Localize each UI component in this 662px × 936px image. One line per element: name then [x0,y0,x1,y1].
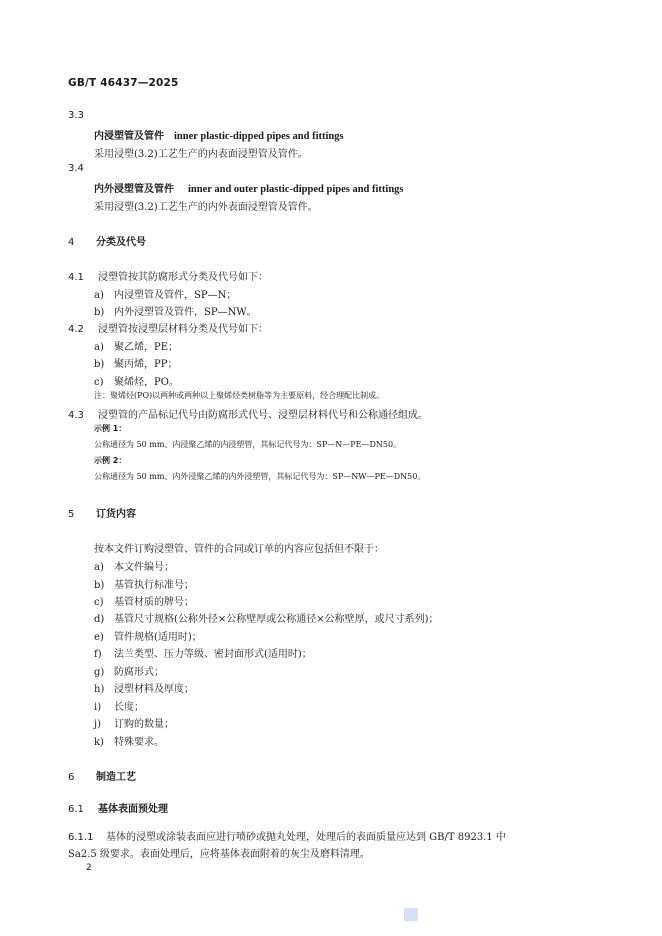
list-item-label: k) [94,737,104,748]
clause-6-1-1-line-2: Sa2.5 级要求。表面处理后，应将基体表面附着的灰尘及磨料清理。 [68,849,370,860]
standard-number-header: GB/T 46437—2025 [68,77,179,89]
list-item-label: a) [94,562,104,573]
list-item-label: g) [94,667,105,678]
list-item-label: a) [94,342,104,353]
list-item [94,355,177,370]
list-item [94,680,194,695]
list-item-text: 基管执行标准号； [114,580,194,591]
section-number-5: 5 [68,509,75,520]
list-item-label: b) [94,307,105,318]
list-item [94,715,174,730]
list-item-text: 基管尺寸规格(公称外径×公称壁厚或公称通径×公称壁厚，或尺寸系列)； [114,614,439,625]
section-heading-6 [68,768,136,783]
list-item-text: 防腐形式； [114,667,164,678]
page-number: 2 [86,863,92,873]
section-title-4: 分类及代号 [96,237,146,248]
list-item-label: b) [94,359,105,370]
section-heading-5 [68,505,136,520]
clause-4-3 [68,406,428,421]
list-item-text: 管件规格(适用时)； [114,632,202,643]
list-item [94,338,178,353]
list-item [94,286,236,301]
list-item-label: e) [94,632,104,643]
list-item [94,628,202,643]
list-item-label: b) [94,580,105,591]
clause-number-3-4: 3.4 [68,163,84,174]
list-item [94,558,174,573]
clause-number-4-1: 4.1 [68,272,84,283]
clause-text-4-1: 浸塑管按其防腐形式分类及代号如下： [98,272,268,283]
example-1-text: 公称通径为 50 mm、内浸聚乙烯的内浸塑管，其标记代号为：SP—N—PE—DN50。 [94,440,402,449]
subsection-number-6-1: 6.1 [68,804,84,815]
list-item-text: 浸塑材料及厚度； [114,684,194,695]
clause-6-1-1-line-1 [68,828,506,843]
list-item [94,593,194,608]
list-item [94,303,257,318]
clause-number-6-1-1: 6.1.1 [68,832,94,843]
subsection-heading-6-1 [68,800,168,815]
list-item-label: c) [94,597,104,608]
definition-3-4: 采用浸塑(3.2)工艺生产的内外表面浸塑管及管件。 [94,202,318,213]
definition-3-3: 采用浸塑(3.2)工艺生产的内表面浸塑管及管件。 [94,149,308,160]
section-title-6: 制造工艺 [96,772,136,783]
list-item-text: 聚乙烯，PE； [114,342,179,353]
list-item-text: 订购的数量； [114,719,174,730]
clause-text-6-1-1-a: 基体的浸塑或涂装表面应进行喷砂或抛丸处理，处理后的表面质量应达到 GB/T 8923.1 中 [106,832,506,843]
list-item-label: d) [94,614,105,625]
list-item-text: 聚烯烃，PO。 [114,377,179,388]
list-item-text: 聚丙烯，PP； [114,359,178,370]
list-item-label: c) [94,377,104,388]
list-item-text: 基管材质的牌号； [114,597,194,608]
clause-text-4-3: 浸塑管的产品标记代号由防腐形式代号、浸塑层材料代号和公称通径组成。 [98,410,428,421]
term-3-3 [94,127,344,142]
list-item-text: 特殊要求。 [114,737,164,748]
list-item [94,610,439,625]
section-number-4: 4 [68,237,75,248]
list-item-text: 内浸塑管及管件，SP—N； [114,290,237,301]
clause-number-3-3: 3.3 [68,110,84,121]
clause-text-4-2: 浸塑管按浸塑层材料分类及代号如下： [98,324,268,335]
clause-number-4-2: 4.2 [68,324,84,335]
list-item [94,576,194,591]
note-4-2: 注：聚烯烃(PO)以两种或两种以上聚烯烃类树脂等为主要原料，经合理配比制成。 [94,391,385,400]
example-2-text: 公称通径为 50 mm、内外浸聚乙烯的内外浸塑管，其标记代号为：SP—NW—PE—DN50。 [94,472,426,481]
list-item [94,733,164,748]
clause-number-4-3: 4.3 [68,410,84,421]
list-item [94,373,179,388]
list-item-label: h) [94,684,105,695]
section-heading-4 [68,233,146,248]
term-3-4-cn: 内外浸塑管及管件 [94,184,174,195]
example-2-label: 示例 2： [94,456,127,465]
list-item-label: j) [94,719,102,730]
term-3-3-en: inner plastic-dipped pipes and fittings [174,131,344,142]
list-item-label: f) [94,649,102,660]
list-item-text: 内外浸塑管及管件，SP—NW。 [114,307,257,318]
list-item [94,663,164,678]
watermark-logo [404,908,418,921]
example-1-label: 示例 1： [94,424,127,433]
list-item [94,645,312,660]
section-number-6: 6 [68,772,75,783]
list-item [94,698,144,713]
section-title-5: 订货内容 [96,509,136,520]
list-item-text: 长度； [114,702,144,713]
clause-4-1 [68,268,268,283]
subsection-title-6-1: 基体表面预处理 [98,804,168,815]
term-3-3-cn: 内浸塑管及管件 [94,131,164,142]
list-item-text: 本文件编号； [114,562,174,573]
list-item-label: a) [94,290,104,301]
term-3-4-en: inner and outer plastic-dipped pipes and fittings [188,184,404,195]
order-content-intro: 按本文件订购浸塑管、管件的合同或订单的内容应包括但不限于： [94,544,384,555]
term-3-4 [94,180,404,195]
list-item-label: i) [94,702,102,713]
clause-4-2 [68,320,268,335]
list-item-text: 法兰类型、压力等级、密封面形式(适用时)； [114,649,312,660]
